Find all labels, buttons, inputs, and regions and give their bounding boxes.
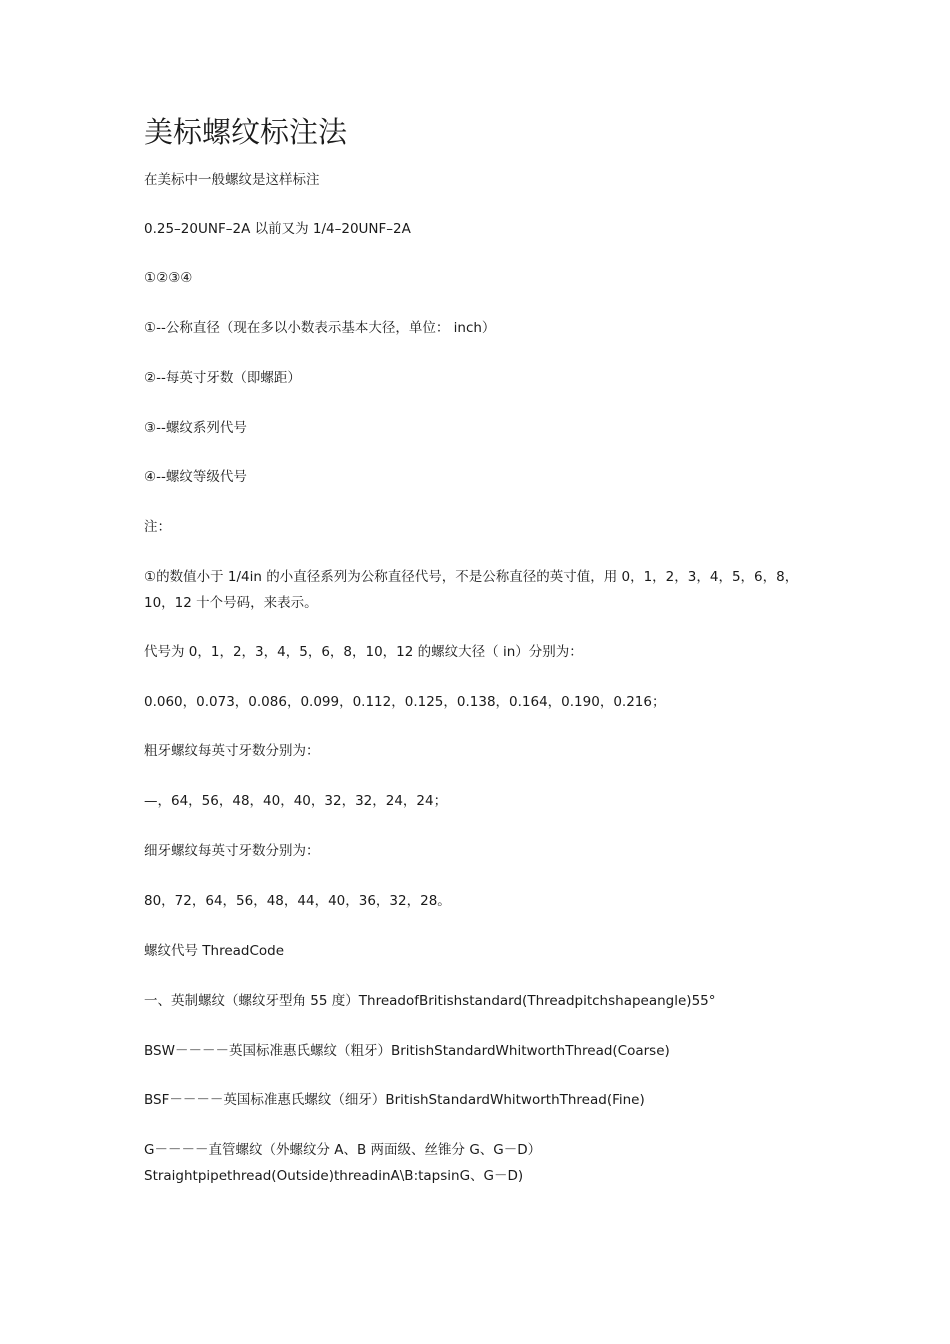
document-title: 美标螺纹标注法 [144,115,348,149]
text-line-fine-label: 细牙螺纹每英寸牙数分别为： [144,843,320,859]
text-paragraph-note-1: ①的数值小于 1/4in 的小直径系列为公称直径代号，不是公称直径的英寸值，用 0，1，2，3，4，5，6，8，10，12 十个号码，来表示。 [144,569,799,611]
text-line-markers: ①②③④ [144,270,193,286]
text-line-item-4: ④--螺纹等级代号 [144,469,247,485]
text-line-item-1: ①--公称直径（现在多以小数表示基本大径，单位： inch） [144,320,496,336]
text-line-example: 0.25–20UNF–2A 以前又为 1/4–20UNF–2A [144,221,411,237]
text-line-coarse-label: 粗牙螺纹每英寸牙数分别为： [144,743,320,759]
text-line-thread-code: 螺纹代号 ThreadCode [144,943,285,959]
text-line-bsw: BSW－－－－英国标准惠氏螺纹（粗牙）BritishStandardWhitworthThread(Coarse) [144,1043,670,1059]
text-line-british-thread: 一、英制螺纹（螺纹牙型角 55 度）ThreadofBritishstandard(Threadpitchshapeangle)55° [144,993,716,1009]
text-line-g-thread: G－－－－直管螺纹（外螺纹分 A、B 两面级、丝锥分 G、G－D） [144,1142,542,1158]
text-line-coarse-values: —，64，56，48，40，40，32，32，24，24； [144,793,448,809]
text-line-note: 注： [144,519,171,535]
text-line-major-diameter-values: 0.060，0.073，0.086，0.099，0.112，0.125，0.138，0.164，0.190，0.216； [144,694,666,710]
text-line-bsf: BSF－－－－英国标准惠氏螺纹（细牙）BritishStandardWhitworthThread(Fine) [144,1092,645,1108]
text-line-item-2: ②--每英寸牙数（即螺距） [144,370,301,386]
text-line-intro: 在美标中一般螺纹是这样标注 [144,172,320,188]
text-line-g-thread-english: Straightpipethread(Outside)threadinA\B:tapsinG、G－D) [144,1168,524,1184]
text-line-major-diameter-label: 代号为 0，1，2，3，4，5，6，8，10，12 的螺纹大径（ in）分别为： [144,644,583,660]
text-line-fine-values: 80，72，64，56，48，44，40，36，32，28。 [144,893,451,909]
text-line-item-3: ③--螺纹系列代号 [144,420,247,436]
